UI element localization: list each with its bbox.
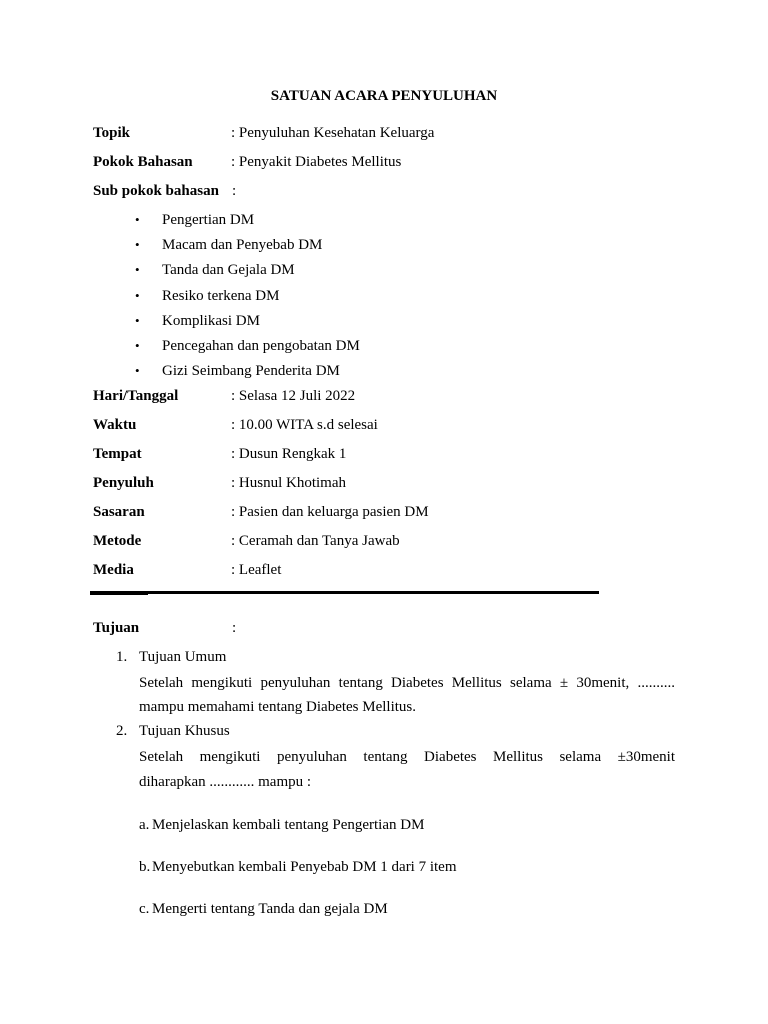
tempat-value: : Dusun Rengkak 1: [231, 446, 347, 462]
list-item: Resiko terkena DM: [162, 288, 280, 304]
hari-tanggal-label: Hari/Tanggal: [93, 388, 179, 404]
bullet-icon: •: [135, 313, 140, 328]
penyuluh-label: Penyuluh: [93, 475, 154, 491]
bullet-icon: •: [135, 212, 140, 227]
tujuan-khusus-heading: Tujuan Khusus: [139, 723, 230, 739]
list-item: Pencegahan dan pengobatan DM: [162, 338, 360, 354]
tujuan-umum-line-2: mampu memahami tentang Diabetes Mellitus.: [139, 699, 417, 715]
section-divider: [90, 591, 599, 594]
bullet-icon: •: [135, 237, 140, 252]
sub-pokok-label: Sub pokok bahasan: [93, 183, 219, 199]
sasaran-value: : Pasien dan keluarga pasien DM: [231, 504, 429, 520]
list-item: Gizi Seimbang Penderita DM: [162, 363, 340, 379]
sub-pokok-colon: :: [232, 183, 237, 199]
list-item: Menyebutkan kembali Penyebab DM 1 dari 7 item: [152, 859, 457, 875]
tujuan-khusus-number: 2.: [116, 723, 128, 739]
penyuluh-value: : Husnul Khotimah: [231, 475, 346, 491]
tujuan-label: Tujuan: [93, 620, 140, 636]
topik-label: Topik: [93, 125, 130, 141]
metode-value: : Ceramah dan Tanya Jawab: [231, 533, 400, 549]
pokok-bahasan-label: Pokok Bahasan: [93, 154, 193, 170]
media-value: : Leaflet: [231, 562, 282, 578]
tujuan-umum-line-1: Setelah mengikuti penyuluhan tentang Diabetes Mellitus selama ± 30menit, ..........: [139, 675, 675, 691]
divider-accent: [90, 594, 148, 595]
list-item: Mengerti tentang Tanda dan gejala DM: [152, 901, 388, 917]
tujuan-colon: :: [232, 620, 237, 636]
tempat-label: Tempat: [93, 446, 142, 462]
list-item-letter: a.: [139, 817, 150, 833]
list-item: Tanda dan Gejala DM: [162, 262, 295, 278]
sasaran-label: Sasaran: [93, 504, 145, 520]
topik-value: : Penyuluhan Kesehatan Keluarga: [231, 125, 435, 141]
bullet-icon: •: [135, 288, 140, 303]
media-label: Media: [93, 562, 134, 578]
bullet-icon: •: [135, 262, 140, 277]
waktu-value: : 10.00 WITA s.d selesai: [231, 417, 378, 433]
hari-tanggal-value: : Selasa 12 Juli 2022: [231, 388, 356, 404]
list-item-letter: b.: [139, 859, 151, 875]
list-item: Macam dan Penyebab DM: [162, 237, 323, 253]
list-item: Pengertian DM: [162, 212, 255, 228]
bullet-icon: •: [135, 338, 140, 353]
document-title: SATUAN ACARA PENYULUHAN: [270, 88, 498, 104]
tujuan-khusus-line-1: Setelah mengikuti penyuluhan tentang Diabetes Mellitus selama ±30menit: [139, 749, 675, 765]
waktu-label: Waktu: [93, 417, 137, 433]
pokok-bahasan-value: : Penyakit Diabetes Mellitus: [231, 154, 402, 170]
tujuan-umum-heading: Tujuan Umum: [139, 649, 227, 665]
tujuan-umum-number: 1.: [116, 649, 128, 665]
tujuan-khusus-line-2: diharapkan ............ mampu :: [139, 774, 312, 790]
bullet-icon: •: [135, 363, 140, 378]
list-item: Menjelaskan kembali tentang Pengertian DM: [152, 817, 425, 833]
list-item: Komplikasi DM: [162, 313, 260, 329]
list-item-letter: c.: [139, 901, 150, 917]
metode-label: Metode: [93, 533, 142, 549]
